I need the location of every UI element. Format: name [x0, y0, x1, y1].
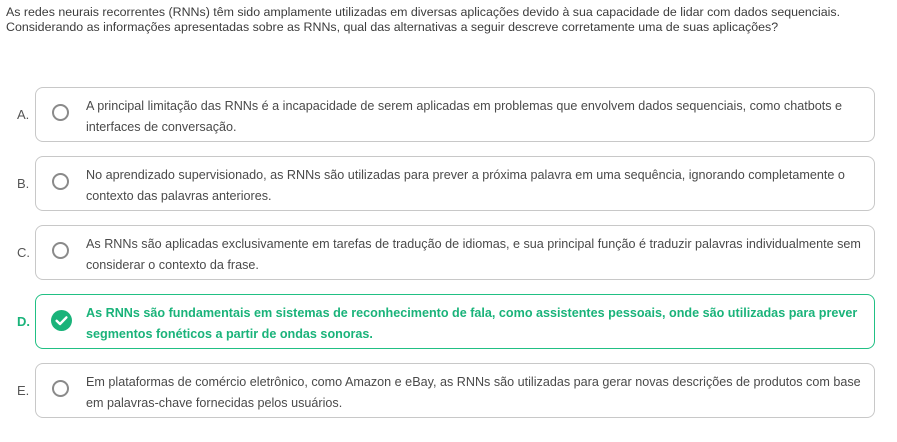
option-text: As RNNs são aplicadas exclusivamente em tarefas de tradução de idiomas, e sua principal função é traduzir palavras individualmente sem considerar o contexto da frase.	[86, 237, 861, 272]
options-list	[0, 87, 897, 432]
option-c-button[interactable]	[35, 225, 875, 280]
radio-circle-icon[interactable]	[52, 173, 69, 190]
option-c	[0, 225, 897, 280]
option-text: As RNNs são fundamentais em sistemas de reconhecimento de fala, como assistentes pessoais, onde são utilizadas para prever segmentos fonéticos a partir de ondas sonoras.	[86, 306, 858, 341]
option-letter: C.	[17, 245, 30, 260]
option-e-button[interactable]	[35, 363, 875, 418]
check-circle-icon[interactable]	[51, 310, 72, 331]
radio-circle-icon[interactable]	[52, 104, 69, 121]
option-b-button[interactable]	[35, 156, 875, 211]
option-text: No aprendizado supervisionado, as RNNs são utilizadas para prever a próxima palavra em uma sequência, ignorando completamente o contexto das palavras anteriores.	[86, 168, 845, 203]
option-text: A principal limitação das RNNs é a incapacidade de serem aplicadas em problemas que envolvem dados sequenciais, como chatbots e interfaces de conversação.	[86, 99, 843, 134]
option-letter: B.	[17, 176, 30, 191]
radio-circle-icon[interactable]	[52, 242, 69, 259]
radio-circle-icon[interactable]	[52, 380, 69, 397]
option-a	[0, 87, 897, 142]
option-letter: D.	[17, 314, 30, 329]
option-letter: E.	[17, 383, 30, 398]
option-a-button[interactable]	[35, 87, 875, 142]
question-text: As redes neurais recorrentes (RNNs) têm sido amplamente utilizadas em diversas aplicações devido à sua capacidade de lidar com dados sequenciais. Considerando as informações apresentadas sobre as RNNs, qual das alternativas a seguir descreve corretamente uma de suas aplicações?	[6, 5, 841, 34]
option-d-button[interactable]	[35, 294, 875, 349]
option-e	[0, 363, 897, 418]
option-letter: A.	[17, 107, 30, 122]
option-d	[0, 294, 897, 349]
option-text: Em plataformas de comércio eletrônico, como Amazon e eBay, as RNNs são utilizadas para gerar novas descrições de produtos com base em palavras-chave fornecidas pelos usuários.	[86, 375, 861, 410]
option-b	[0, 156, 897, 211]
